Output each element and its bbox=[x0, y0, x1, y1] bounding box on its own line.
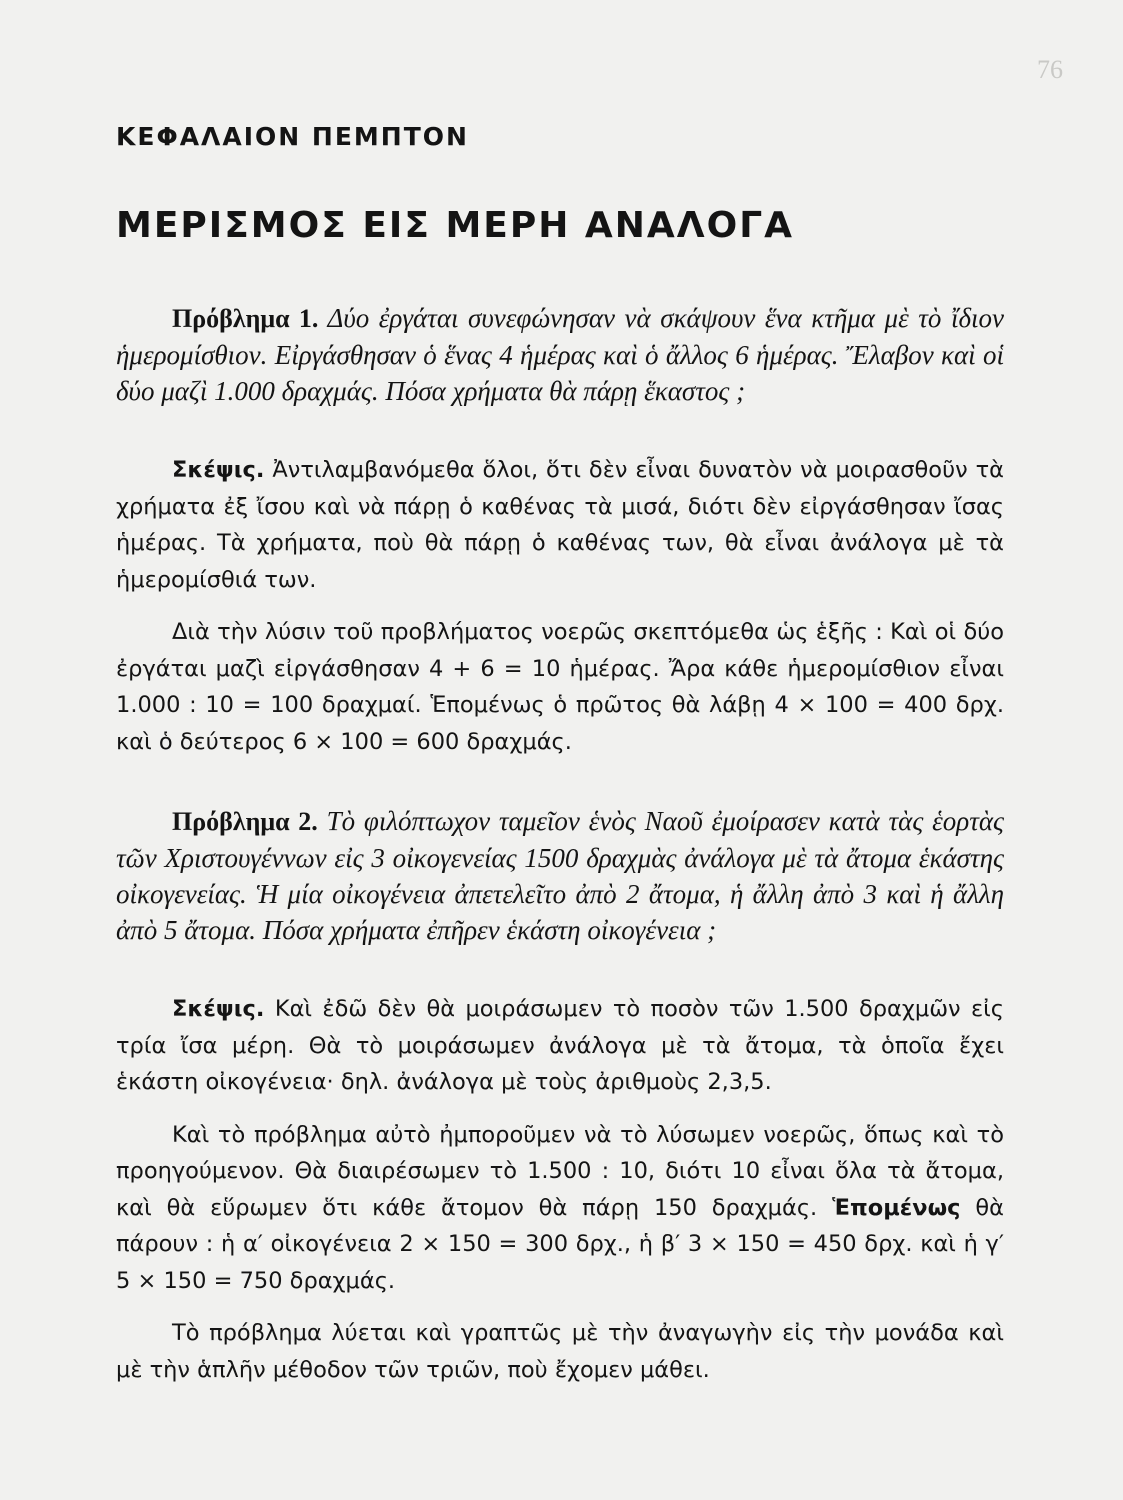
problem-2-label: Πρόβλημα 2. bbox=[172, 807, 318, 836]
problem-1-label: Πρόβλημα 1. bbox=[172, 304, 319, 333]
problem-2-paragraph bbox=[116, 803, 1004, 948]
thought-2-continuation-text: Καὶ τὸ πρόβλημα αὐτὸ ἠμποροῦμεν νὰ τὸ λύσωμεν νοερῶς, ὅπως καὶ τὸ προηγούμενον. Θὰ διαιρέσωμεν τὸ 1.500 : 10, διότι 10 εἶναι ὅλα τὰ ἄτομα, καὶ θὰ εὕρωμεν ὅτι κάθε ἄτομον θὰ πάρῃ 150 δραχμάς. bbox=[116, 1121, 1004, 1221]
chapter-heading: ΚΕΦΑΛΑΙΟΝ ΠΕΜΠΤΟΝ bbox=[116, 122, 469, 151]
thought-2-text: Καὶ ἐδῶ δὲν θὰ μοιράσωμεν τὸ ποσὸν τῶν 1.500 δραχμῶν εἰς τρία ἴσα μέρη. Θὰ τὸ μοιράσωμεν ἀνάλογα μὲ τὰ ἄτομα, τὰ ὁποῖα ἔχει ἑκάστη οἰκογένεια· δηλ. ἀνάλογα μὲ τοὺς ἀριθμοὺς 2,3,5. bbox=[116, 996, 1004, 1095]
thought-1-text: Ἀντιλαμβανόμεθα ὅλοι, ὅτι δὲν εἶναι δυνατὸν νὰ μοιρασθοῦν τὰ χρήματα ἐξ ἴσου καὶ νὰ πάρῃ ὁ καθένας τὰ μισά, διότι δὲν εἰργάσθησαν ἴσας ἡμέρας. Τὰ χρήματα, ποὺ θὰ πάρῃ ὁ καθένας των, θὰ εἶναι ἀνάλογα μὲ τὰ ἡμερομίσθιά των. bbox=[116, 457, 1004, 593]
thought-1-paragraph bbox=[116, 452, 1004, 598]
section-title: ΜΕΡΙΣΜΟΣ ΕΙΣ ΜΕΡΗ ΑΝΑΛΟΓΑ bbox=[116, 205, 795, 246]
thought-2-continuation bbox=[116, 1117, 1004, 1300]
problem-2-text: Τὸ φιλόπτωχον ταμεῖον ἑνὸς Ναοῦ ἐμοίρασεν κατὰ τὰς ἑορτὰς τῶν Χριστουγέννων εἰς 3 οἰκογενείας 1500 δραχμὰς ἀνάλογα μὲ τὰ ἄτομα ἑκάστης οἰκογενείας. Ἡ μία οἰκογένεια ἀπετελεῖτο ἀπὸ 2 ἄτομα, ἡ ἄλλη ἀπὸ 3 καὶ ἡ ἄλλη ἀπὸ 5 ἄτομα. Πόσα χρήματα ἐπῆρεν ἑκάστη οἰκογένεια ; bbox=[116, 806, 1004, 945]
thought-2-closing: Τὸ πρόβλημα λύεται καὶ γραπτῶς μὲ τὴν ἀναγωγὴν εἰς τὴν μονάδα καὶ μὲ τὴν ἁπλῆν μέθοδον τῶν τριῶν, ποὺ ἔχομεν μάθει. bbox=[116, 1320, 1004, 1383]
thought-2-result-label: Ἑπομένως bbox=[832, 1194, 961, 1221]
thought-1-label: Σκέψις. bbox=[172, 457, 265, 483]
thought-2-result-text: θὰ πάρουν : ἡ α′ οἰκογένεια 2 × 150 = 300 δρχ., ἡ β′ 3 × 150 = 450 δρχ. καὶ ἡ γ′ 5 × 150 = 750 δραχμάς. bbox=[116, 1194, 1005, 1294]
problem-1-paragraph bbox=[116, 300, 1004, 409]
page-body bbox=[116, 300, 1004, 1388]
problem-1-text: Δύο ἐργάται συνεφώνησαν νὰ σκάψουν ἕνα κτῆμα μὲ τὸ ἴδιον ἡμερομίσθιον. Εἰργάσθησαν ὁ ἕνας 4 ἡμέρας καὶ ὁ ἄλλος 6 ἡμέρας. Ἔλαβον καὶ οἱ δύο μαζὶ 1.000 δραχμάς. Πόσα χρήματα θὰ πάρῃ ἕκαστος ; bbox=[116, 303, 1005, 406]
bleed-through-page-number: 76 bbox=[1037, 55, 1063, 84]
thought-1-continuation: Διὰ τὴν λύσιν τοῦ προβλήματος νοερῶς σκεπτόμεθα ὡς ἑξῆς : Καὶ οἱ δύο ἐργάται μαζὶ εἰργάσθησαν 4 + 6 = 10 ἡμέρας. Ἄρα κάθε ἡμερομίσθιον εἶναι 1.000 : 10 = 100 δραχμαί. Ἑπομένως ὁ πρῶτος θὰ λάβῃ 4 × 100 = 400 δρχ. καὶ ὁ δεύτερος 6 × 100 = 600 δραχμάς. bbox=[116, 619, 1004, 755]
thought-2-label: Σκέψις. bbox=[172, 996, 265, 1022]
thought-2-paragraph bbox=[116, 991, 1004, 1101]
